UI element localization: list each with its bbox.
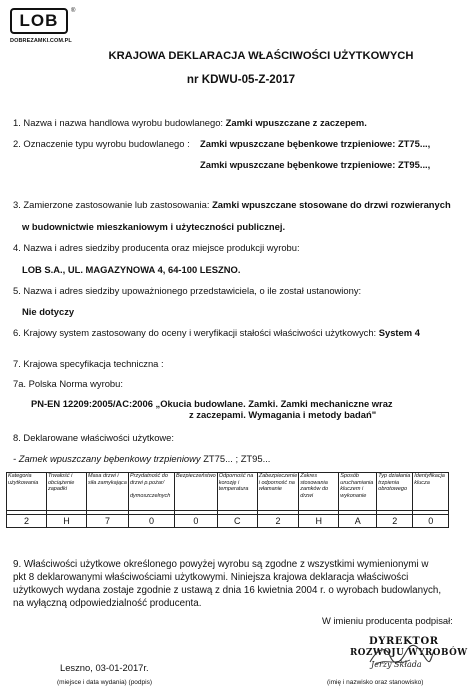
section-6 xyxy=(13,327,420,338)
table-value-cell: 0 xyxy=(413,515,449,528)
section-8-product-italic: - Zamek wpuszczany bębenkowy trzpieniowy xyxy=(13,453,204,464)
section-3-value-1: Zamki wpuszczane stosowane do drzwi rozwieranych xyxy=(212,199,451,210)
section-2-type-1: Zamki wpuszczane bębenkowe trzpieniowe: ZT75..., xyxy=(200,138,431,149)
table-header-cell: Typ działania trzpienia obrotowego xyxy=(377,473,413,511)
section-9-line-1: 9. Właściwości użytkowe określonego powyżej wyrobu są zgodne z wszystkimi wymienionymi w xyxy=(13,559,429,570)
table-values-row xyxy=(7,515,449,528)
table-value-cell: 7 xyxy=(87,515,129,528)
stamp-name: Jerzy Składa xyxy=(371,660,422,669)
table-header-cell: Identyfikacja klucza xyxy=(413,473,449,511)
table-header-text: Przydatność do drzwi p.pożar/ xyxy=(130,473,168,486)
section-2-label: 2. Oznaczenie typu wyrobu budowlanego : xyxy=(13,138,190,149)
table-header-cell: Zakres stosowania zamków do drzwi xyxy=(299,473,339,511)
table-value-cell: 0 xyxy=(129,515,175,528)
section-8-product xyxy=(13,453,270,464)
company-logo xyxy=(10,8,68,34)
document-number: nr KDWU-05-Z-2017 xyxy=(186,73,296,86)
table-header-cell: Masa drzwi i siła zamykająca xyxy=(87,473,129,511)
table-header-cell: Odporność na korozję i temperatura xyxy=(217,473,257,511)
section-3 xyxy=(13,199,451,210)
stamp-title: DYREKTOR xyxy=(369,636,439,647)
table-value-cell: 2 xyxy=(7,515,47,528)
caption-right: (imię i nazwisko oraz stanowisko) xyxy=(327,679,424,686)
table-header-cell: Bezpieczeństwo xyxy=(175,473,218,511)
table-value-cell: C xyxy=(217,515,257,528)
section-9-line-4: na wyłączną odpowiedzialność producenta. xyxy=(13,598,202,609)
section-5-label: 5. Nazwa i adres siedziby upoważnionego przedstawiciela, o ile został ustanowiony: xyxy=(13,285,362,296)
place-and-date: Leszno, 03-01-2017r. xyxy=(60,662,149,673)
table-header-extra: dymoszczelnych xyxy=(130,492,171,499)
section-3-value-2: w budownictwie mieszkaniowym i użyteczności publicznej. xyxy=(22,221,286,232)
table-header-row xyxy=(7,473,449,511)
table-header-cell: Kategoria użytkowania xyxy=(7,473,47,511)
section-6-label: 6. Krajowy system zastosowany do oceny i weryfikacji stałości właściwości użytkowych: xyxy=(13,327,379,338)
section-1-value: Zamki wpuszczane z zaczepem. xyxy=(225,117,367,128)
table-value-cell: 2 xyxy=(257,515,299,528)
registered-mark: ® xyxy=(71,8,76,14)
table-header-cell: Trwałość i obciążenie zapadki xyxy=(47,473,87,511)
table-value-cell: 2 xyxy=(377,515,413,528)
section-3-label: 3. Zamierzone zastosowanie lub zastosowania: xyxy=(13,199,213,210)
table-value-cell: H xyxy=(47,515,87,528)
section-9-line-3: użytkowych wydana zostaje zgodnie z ustawą z dnia 16 kwietnia 2004 r. o wyrobach budowlanych, xyxy=(13,585,442,596)
properties-table xyxy=(6,472,449,528)
table-header-cell: Zabezpieczenie i odporność na włamanie xyxy=(257,473,299,511)
signature-on-behalf: W imieniu producenta podpisał: xyxy=(322,615,453,626)
section-6-value: System 4 xyxy=(378,327,420,338)
table-header-cell: Sposób uruchamiania kluczem i wykonanie xyxy=(339,473,377,511)
logo-url: DOBREZAMKI.COM.PL xyxy=(10,38,72,44)
section-8-label: 8. Deklarowane właściwości użytkowe: xyxy=(13,432,175,443)
section-1 xyxy=(13,117,367,128)
section-4-value: LOB S.A., UL. MAGAZYNOWA 4, 64-100 LESZNO. xyxy=(22,264,241,275)
table-value-cell: A xyxy=(339,515,377,528)
section-7a-norm-cont: z zaczepami. Wymagania i metody badań" xyxy=(189,409,377,420)
logo-text: LOB xyxy=(19,11,59,30)
section-7-label: 7. Krajowa specyfikacja techniczna : xyxy=(13,358,164,369)
section-2-type-2: Zamki wpuszczane bębenkowe trzpieniowe: ZT95..., xyxy=(200,159,431,170)
caption-left: (miejsce i data wydania) (podpis) xyxy=(57,679,153,686)
stamp-department: ROZWOJU WYROBÓW xyxy=(350,648,468,658)
section-7a-norm: PN-EN 12209:2005/AC:2006 „Okucia budowlane. Zamki. Zamki mechaniczne wraz xyxy=(31,398,393,409)
document-title: KRAJOWA DEKLARACJA WŁAŚCIWOŚCI UŻYTKOWYCH xyxy=(108,50,414,62)
table-header-cell xyxy=(129,473,175,511)
section-4-label: 4. Nazwa i adres siedziby producenta oraz miejsce produkcji wyrobu: xyxy=(13,242,300,253)
section-8-product-types: ZT75... ; ZT95... xyxy=(203,453,271,464)
section-1-label: 1. Nazwa i nazwa handlowa wyrobu budowlanego: xyxy=(13,117,226,128)
section-5-value: Nie dotyczy xyxy=(22,306,75,317)
table-value-cell: 0 xyxy=(175,515,218,528)
section-7a-label: 7a. Polska Norma wyrobu: xyxy=(13,378,123,389)
table-value-cell: H xyxy=(299,515,339,528)
section-9-line-2: pkt 8 deklarowanymi właściwościami użytkowymi. Niniejsza krajowa deklaracja właściwości xyxy=(13,572,409,583)
